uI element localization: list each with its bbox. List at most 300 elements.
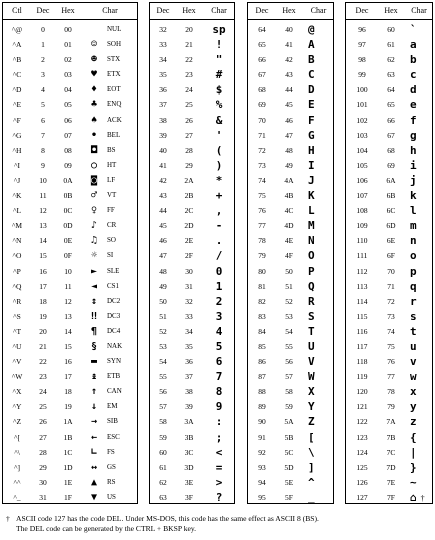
glyph: ▬ xyxy=(90,356,98,368)
dec-cell-text: 41 xyxy=(159,160,167,170)
hex-cell-text: 21 xyxy=(185,40,193,50)
header-hex: Hex xyxy=(282,6,296,15)
hex-cell xyxy=(55,324,81,339)
char-cell-text: T xyxy=(308,324,315,338)
dec-cell-text: 52 xyxy=(159,326,167,336)
hex-cell-text: 38 xyxy=(185,387,193,397)
char-cell xyxy=(404,173,434,188)
hex-cell-text: 2E xyxy=(184,236,194,246)
ctl-cell xyxy=(3,414,31,429)
dec-cell xyxy=(346,264,378,279)
hex-cell xyxy=(55,233,81,248)
char-cell-text: , xyxy=(215,204,223,218)
dec-cell xyxy=(150,143,176,158)
dec-cell-text: 108 xyxy=(356,206,368,216)
char-cell-text: ^ xyxy=(308,475,315,489)
mnemonic: SYN xyxy=(107,357,122,366)
char-cell xyxy=(202,173,236,188)
dec-cell xyxy=(346,490,378,505)
ctl-cell xyxy=(3,97,31,112)
ctl-cell-text: ^Y xyxy=(12,402,22,412)
dec-cell xyxy=(150,384,176,399)
hex-cell xyxy=(276,97,302,112)
dec-cell-text: 54 xyxy=(159,357,167,367)
dec-cell xyxy=(248,294,276,309)
col-hex xyxy=(276,3,302,503)
char-cell xyxy=(302,309,335,324)
dec-cell xyxy=(248,113,276,128)
hex-cell xyxy=(378,475,404,490)
char-cell-text: Y xyxy=(308,400,315,414)
dec-cell-text: 0 xyxy=(41,25,45,34)
char-cell-text: < xyxy=(215,445,223,459)
char-cell xyxy=(404,233,434,248)
hex-cell-text: 2F xyxy=(185,251,193,261)
hex-cell-text: 06 xyxy=(64,115,72,125)
ctl-cell-text: ^P xyxy=(13,266,21,276)
char-cell xyxy=(202,113,236,128)
mnemonic: SOH xyxy=(107,40,122,49)
dec-cell xyxy=(248,324,276,339)
ctl-cell-text: ^L xyxy=(12,206,22,216)
dec-cell-text: 118 xyxy=(356,357,368,367)
dec-cell-text: 116 xyxy=(356,326,368,336)
dec-cell xyxy=(346,128,378,143)
hex-cell xyxy=(276,264,302,279)
char-cell xyxy=(302,294,335,309)
dec-cell-text: 126 xyxy=(356,477,368,487)
hex-cell xyxy=(176,460,202,475)
dec-cell-text: 113 xyxy=(356,281,368,291)
ctl-cell xyxy=(3,490,31,505)
char-cell xyxy=(202,248,236,263)
dec-cell xyxy=(346,384,378,399)
ctl-cell xyxy=(3,67,31,82)
char-cell-text: & xyxy=(215,113,223,127)
hex-cell xyxy=(378,188,404,203)
char-cell xyxy=(302,430,335,445)
hex-cell xyxy=(55,475,81,490)
glyph: ‼ xyxy=(90,310,98,322)
ctl-cell-text: ^[ xyxy=(13,432,21,442)
hex-cell-text: 58 xyxy=(285,387,293,397)
hex-cell xyxy=(55,128,81,143)
hex-cell xyxy=(55,339,81,354)
ctl-cell-text: ^C xyxy=(12,70,22,80)
char-cell-text: ⌂ xyxy=(410,490,417,504)
table-control-chars xyxy=(2,2,138,504)
hex-cell-text: 0F xyxy=(64,251,72,261)
hex-cell-text: 4B xyxy=(284,191,294,201)
hex-cell xyxy=(378,369,404,384)
dec-cell-text: 17 xyxy=(39,281,47,291)
glyph: → xyxy=(90,416,98,428)
char-cell-text: u xyxy=(410,339,417,353)
dec-cell xyxy=(346,369,378,384)
glyph: ► xyxy=(90,265,98,277)
dec-cell-text: 10 xyxy=(39,175,47,185)
ctl-cell-text: ^_ xyxy=(13,492,21,502)
hex-cell xyxy=(276,399,302,414)
char-cell xyxy=(404,97,434,112)
mnemonic: BEL xyxy=(107,130,121,139)
dec-cell xyxy=(346,37,378,52)
dec-cell-text: 29 xyxy=(39,462,47,472)
dec-cell xyxy=(150,460,176,475)
hex-cell xyxy=(176,52,202,67)
hex-cell-text: 78 xyxy=(387,387,395,397)
hex-cell xyxy=(176,37,202,52)
mnemonic: NAK xyxy=(107,341,123,350)
hex-cell-text: 48 xyxy=(285,145,293,155)
hex-cell-text: 47 xyxy=(285,130,293,140)
hex-cell-text: 2A xyxy=(184,175,194,185)
hex-cell xyxy=(276,490,302,505)
hex-cell xyxy=(176,445,202,460)
dec-cell-text: 40 xyxy=(159,145,167,155)
dec-cell-text: 68 xyxy=(258,85,266,95)
hex-cell xyxy=(176,475,202,490)
char-cell-text: r xyxy=(410,294,417,308)
hex-cell xyxy=(378,279,404,294)
dec-cell-text: 48 xyxy=(159,266,167,276)
col-char xyxy=(202,3,236,503)
dec-cell xyxy=(248,82,276,97)
mnemonic: ACK xyxy=(107,115,122,124)
hex-cell-text: 6C xyxy=(386,206,396,216)
hex-cell-text: 1D xyxy=(63,462,73,472)
dec-cell xyxy=(150,67,176,82)
dec-cell xyxy=(31,37,55,52)
dec-cell-text: 57 xyxy=(159,402,167,412)
mnemonic: EM xyxy=(107,402,118,411)
hex-cell xyxy=(276,384,302,399)
dec-cell-text: 61 xyxy=(159,462,167,472)
char-cell-text: y xyxy=(410,400,417,414)
dec-cell-text: 28 xyxy=(39,447,47,457)
ctl-cell xyxy=(3,233,31,248)
glyph: ↨ xyxy=(90,371,98,383)
char-cell xyxy=(302,67,335,82)
table-32-63 xyxy=(149,2,235,504)
hex-cell xyxy=(55,158,81,173)
char-cell xyxy=(302,22,335,37)
hex-cell-text: 5D xyxy=(284,462,294,472)
hex-cell-text: 13 xyxy=(64,311,72,321)
char-cell xyxy=(81,309,139,324)
char-cell xyxy=(202,445,236,460)
dec-cell-text: 31 xyxy=(39,492,47,502)
dec-cell xyxy=(31,82,55,97)
hex-cell-text: 45 xyxy=(285,100,293,110)
glyph: ☺ xyxy=(90,39,98,51)
dec-cell-text: 89 xyxy=(258,402,266,412)
dec-cell-text: 37 xyxy=(159,100,167,110)
char-cell-text: } xyxy=(410,460,417,474)
hex-cell xyxy=(276,354,302,369)
char-cell-text: e xyxy=(410,98,417,112)
dec-cell-text: 98 xyxy=(358,55,366,65)
char-cell-text: . xyxy=(215,234,223,248)
char-cell-text: v xyxy=(410,355,417,369)
ctl-cell-text: ^Q xyxy=(12,281,22,291)
char-cell xyxy=(81,264,139,279)
char-cell xyxy=(302,414,335,429)
glyph: ☻ xyxy=(90,54,98,66)
hex-cell xyxy=(378,97,404,112)
mnemonic: ETX xyxy=(107,70,121,79)
dec-cell-text: 50 xyxy=(159,296,167,306)
glyph: ♀ xyxy=(90,205,98,217)
dec-cell xyxy=(150,173,176,188)
char-cell-text: ] xyxy=(308,460,315,474)
char-cell xyxy=(81,52,139,67)
hex-cell-text: 52 xyxy=(285,296,293,306)
hex-cell-text: 37 xyxy=(185,372,193,382)
dec-cell-text: 45 xyxy=(159,221,167,231)
ctl-cell-text: ^K xyxy=(12,191,22,201)
hex-cell-text: 39 xyxy=(185,402,193,412)
hex-cell-text: 5F xyxy=(285,492,293,502)
ctl-cell xyxy=(3,22,31,37)
char-cell xyxy=(81,490,139,505)
dec-cell xyxy=(346,233,378,248)
dec-cell xyxy=(31,233,55,248)
hex-cell-text: 35 xyxy=(185,341,193,351)
hex-cell-text: 15 xyxy=(64,341,72,351)
hex-cell-text: 7D xyxy=(386,462,396,472)
dec-cell-text: 32 xyxy=(159,25,167,34)
char-cell xyxy=(302,173,335,188)
dec-cell xyxy=(248,369,276,384)
header-ctl: Ctl xyxy=(12,6,22,15)
hex-cell-text: 5C xyxy=(284,447,294,457)
hex-cell xyxy=(176,384,202,399)
char-cell xyxy=(202,82,236,97)
ctl-cell-text: ^U xyxy=(12,341,22,351)
hex-cell-text: 24 xyxy=(185,85,193,95)
hex-cell-text: 77 xyxy=(387,372,395,382)
hex-cell-text: 18 xyxy=(64,387,72,397)
ctl-cell xyxy=(3,82,31,97)
char-cell-text: m xyxy=(410,219,417,233)
hex-cell xyxy=(276,128,302,143)
char-cell-text: O xyxy=(308,249,315,263)
hex-cell-text: 14 xyxy=(64,326,72,336)
col-char xyxy=(404,3,434,503)
dec-cell xyxy=(346,248,378,263)
char-cell xyxy=(404,37,434,52)
char-cell xyxy=(404,339,434,354)
dec-cell-text: 34 xyxy=(159,55,167,65)
hex-cell xyxy=(176,430,202,445)
char-cell-text: z xyxy=(410,415,417,429)
dec-cell-text: 16 xyxy=(39,266,47,276)
char-cell xyxy=(81,67,139,82)
hex-cell xyxy=(55,384,81,399)
hex-cell xyxy=(55,354,81,369)
dec-cell xyxy=(31,309,55,324)
char-cell-text: K xyxy=(308,189,315,203)
char-cell-text: | xyxy=(410,445,417,459)
char-cell-text: \ xyxy=(308,445,315,459)
dec-cell xyxy=(248,339,276,354)
header-hex: Hex xyxy=(182,6,196,15)
ctl-cell-text: ^B xyxy=(12,55,22,65)
dec-cell-text: 64 xyxy=(258,25,266,34)
hex-cell-text: 41 xyxy=(285,40,293,50)
hex-cell-text: 1A xyxy=(63,417,73,427)
dec-cell xyxy=(150,490,176,505)
dec-cell xyxy=(150,82,176,97)
dec-cell-text: 20 xyxy=(39,326,47,336)
dec-cell-text: 55 xyxy=(159,372,167,382)
dec-cell-text: 117 xyxy=(356,341,368,351)
hex-cell xyxy=(276,339,302,354)
hex-cell-text: 55 xyxy=(285,341,293,351)
hex-cell-text: 25 xyxy=(185,100,193,110)
dec-cell xyxy=(31,339,55,354)
dec-cell xyxy=(31,67,55,82)
char-cell xyxy=(202,128,236,143)
ctl-cell-text: ^J xyxy=(13,175,21,185)
ctl-cell-text: ^V xyxy=(12,357,22,367)
dec-cell-text: 85 xyxy=(258,341,266,351)
dec-cell xyxy=(31,279,55,294)
char-cell xyxy=(81,113,139,128)
hex-cell xyxy=(378,354,404,369)
char-cell xyxy=(81,339,139,354)
hex-cell xyxy=(55,369,81,384)
hex-cell xyxy=(176,324,202,339)
dec-cell xyxy=(31,203,55,218)
hex-cell-text: 29 xyxy=(185,160,193,170)
glyph: ♫ xyxy=(90,235,98,247)
dec-cell xyxy=(248,399,276,414)
char-cell-text: k xyxy=(410,189,417,203)
char-cell xyxy=(302,188,335,203)
hex-cell xyxy=(176,203,202,218)
dec-cell xyxy=(346,430,378,445)
char-cell-text: B xyxy=(308,53,315,67)
char-cell xyxy=(302,218,335,233)
dec-cell-text: 15 xyxy=(39,251,47,261)
dec-cell xyxy=(346,460,378,475)
ctl-cell-text: ^E xyxy=(12,100,22,110)
mnemonic: HT xyxy=(107,160,117,169)
char-cell xyxy=(404,113,434,128)
dec-cell-text: 88 xyxy=(258,387,266,397)
dec-cell-text: 125 xyxy=(356,462,368,472)
dec-cell xyxy=(31,475,55,490)
hex-cell-text: 11 xyxy=(64,281,72,291)
ctl-cell-text: ^@ xyxy=(11,25,23,34)
char-cell xyxy=(81,384,139,399)
hex-cell xyxy=(378,324,404,339)
hex-cell xyxy=(176,294,202,309)
dec-cell-text: 73 xyxy=(258,160,266,170)
hex-cell xyxy=(176,399,202,414)
header-dec: Dec xyxy=(156,6,170,15)
char-cell-text: n xyxy=(410,234,417,248)
hex-cell xyxy=(276,279,302,294)
ctl-cell-text: ^R xyxy=(12,296,22,306)
glyph: ← xyxy=(90,431,98,443)
hex-cell xyxy=(176,233,202,248)
hex-cell xyxy=(378,128,404,143)
char-cell-text: W xyxy=(308,370,315,384)
hex-cell-text: 1F xyxy=(64,492,72,502)
hex-cell xyxy=(55,309,81,324)
char-cell xyxy=(302,37,335,52)
hex-cell-text: 5A xyxy=(284,417,294,427)
dec-cell xyxy=(31,188,55,203)
char-cell-text: S xyxy=(308,309,315,323)
mnemonic: NUL xyxy=(107,25,122,33)
ctl-cell-text: ^^ xyxy=(13,477,21,487)
dec-cell-text: 62 xyxy=(159,477,167,487)
hex-cell-text: 79 xyxy=(387,402,395,412)
glyph xyxy=(81,22,107,37)
dec-cell xyxy=(31,143,55,158)
ctl-cell-text: ^A xyxy=(12,40,22,50)
hex-cell-text: 7E xyxy=(386,477,396,487)
header-char: Char xyxy=(411,6,427,15)
char-cell xyxy=(81,22,139,37)
char-cell xyxy=(404,188,434,203)
hex-cell xyxy=(55,67,81,82)
hex-cell xyxy=(176,248,202,263)
hex-cell-text: 02 xyxy=(64,55,72,65)
hex-cell xyxy=(276,414,302,429)
hex-cell-text: 01 xyxy=(64,40,72,50)
char-cell-text: q xyxy=(410,279,417,293)
char-cell xyxy=(202,279,236,294)
dec-cell xyxy=(248,264,276,279)
char-cell xyxy=(302,460,335,475)
ctl-cell xyxy=(3,369,31,384)
hex-cell xyxy=(276,113,302,128)
hex-cell xyxy=(276,22,302,37)
dec-cell xyxy=(31,218,55,233)
char-cell xyxy=(404,354,434,369)
dec-cell-text: 6 xyxy=(41,115,45,125)
hex-cell xyxy=(55,490,81,505)
dec-cell xyxy=(150,203,176,218)
glyph: • xyxy=(90,129,98,141)
ctl-cell-text: ^M xyxy=(11,221,23,231)
dec-cell-text: 21 xyxy=(39,341,47,351)
hex-cell xyxy=(55,203,81,218)
char-cell xyxy=(202,37,236,52)
hex-cell-text: 7B xyxy=(386,432,396,442)
char-cell xyxy=(81,279,139,294)
col-dec xyxy=(346,3,378,503)
char-cell xyxy=(404,430,434,445)
dec-cell-text: 105 xyxy=(356,160,368,170)
glyph: ♠ xyxy=(90,114,98,126)
dec-cell-text: 81 xyxy=(258,281,266,291)
char-cell-text: 4 xyxy=(215,324,223,338)
dec-cell-text: 22 xyxy=(39,357,47,367)
hex-cell-text: 10 xyxy=(64,266,72,276)
dec-cell-text: 69 xyxy=(258,100,266,110)
dec-cell-text: 94 xyxy=(258,477,266,487)
dec-cell xyxy=(346,399,378,414)
hex-cell-text: 7C xyxy=(386,447,396,457)
dec-cell-text: 112 xyxy=(356,266,368,276)
glyph: ▲ xyxy=(90,476,98,488)
